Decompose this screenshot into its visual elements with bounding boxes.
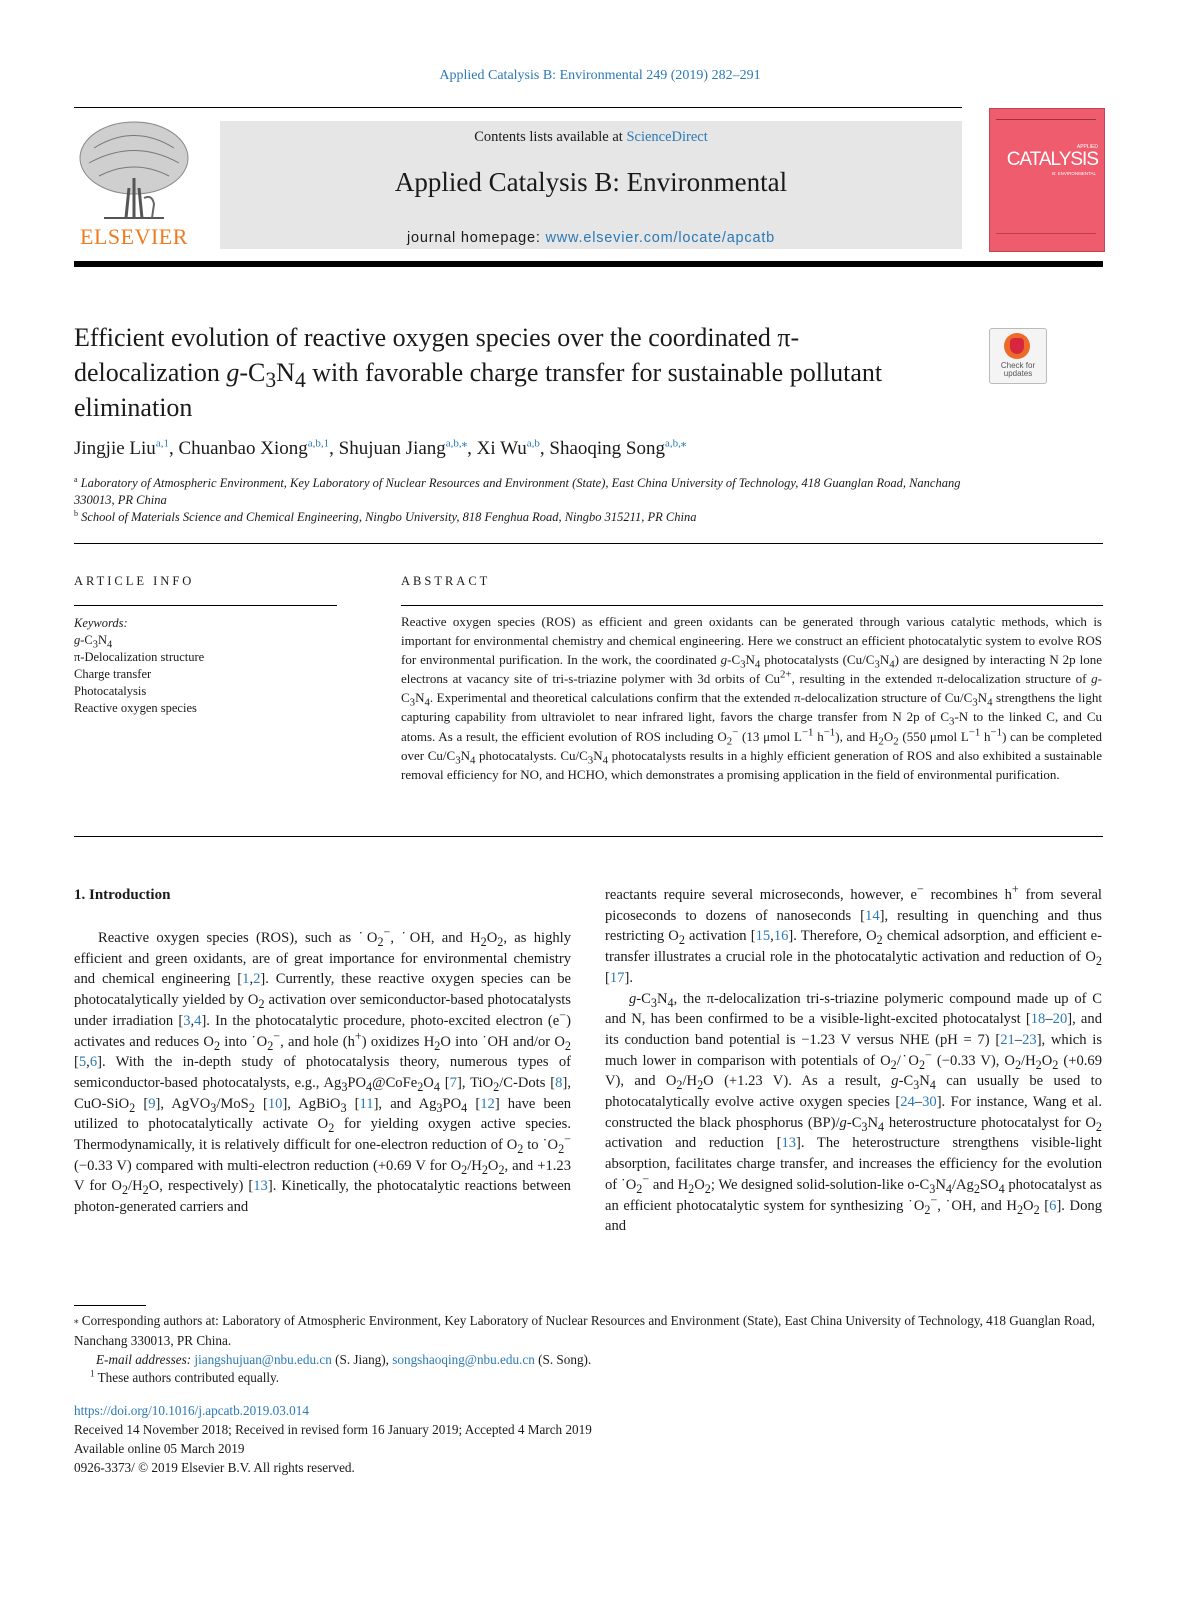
affiliation-b <box>74 509 974 526</box>
copyright-line: 0926-3373/ © 2019 Elsevier B.V. All rights reserved. <box>74 1460 355 1475</box>
journal-masthead <box>220 121 962 249</box>
affiliation-mark: a <box>74 474 78 484</box>
keyword-item: Reactive oxygen species <box>74 701 197 715</box>
equal-contribution-text: These authors contributed equally. <box>97 1370 280 1385</box>
keywords-label: Keywords: <box>74 616 128 630</box>
affiliation-mark: b <box>74 508 78 518</box>
check-for-updates-button[interactable] <box>989 328 1047 384</box>
header-rule <box>74 107 962 108</box>
cover-subtitle-text: B: ENVIRONMENTAL <box>1052 171 1096 176</box>
intro-paragraph-1-cont: reactants require several microseconds, however, e− recombines h+ from several picoseconds to dozens of nanoseconds [14], resulting in quenching and thus restricting $O_2$ activation [15,16]. Therefore, $O_2$ chemical adsorption, and efficient e- transfer illustrates a crucial role in the photocatalytic activation and reduction of $O_2$ [17]. <box>605 882 1103 986</box>
footnote-emails <box>96 1350 1096 1370</box>
homepage-prefix: journal homepage: <box>406 230 541 246</box>
footnote-corresponding <box>74 1311 1103 1350</box>
author-name[interactable]: Shujuan Jiang$^{a,b,⁎}$ <box>338 437 468 459</box>
bookmark-icon <box>1010 338 1024 354</box>
keyword-item: π-Delocalization structure <box>74 650 205 664</box>
journal-reference[interactable]: Applied Catalysis B: Environmental 249 (2019) 282–291 <box>439 68 761 83</box>
footnote-mark-1: 1 <box>90 1368 95 1379</box>
received-dates: Received 14 November 2018; Received in revised form 16 January 2019; Accepted 4 March 2019 <box>74 1422 592 1437</box>
front-matter-rule <box>74 543 1103 544</box>
email-link-song[interactable]: songshaoqing@nbu.edu.cn <box>392 1352 535 1367</box>
article-title: Efficient evolution of reactive oxygen species over the coordinated π-delocalization $g-C_3N_4$ with favorable charge transfer for sustainable pollutant elimination <box>74 323 883 422</box>
intro-right-column <box>605 882 1103 1237</box>
homepage-link[interactable]: www.elsevier.com/locate/apcatb <box>545 230 776 246</box>
abstract-rule <box>401 605 1103 606</box>
affiliation-text: School of Materials Science and Chemical Engineering, Ningbo University, 818 Fenghua Road, Ningbo 315211, PR China <box>81 510 697 524</box>
section-heading-introduction: 1. Introduction <box>74 887 171 903</box>
affiliation-text: Laboratory of Atmospheric Environment, Key Laboratory of Nuclear Resources and Environment (State), East China University of Technology, 418 Guanglan Road, Nanchang 330013, PR China <box>74 476 961 507</box>
intro-paragraph-2: $g-C_3N_4$, the π-delocalization tri-s-triazine polymeric compound made up of C and N, has been confirmed to be a visible-light-excited photocatalyst [18–20], and its conduction band potential is −1.23 V versus NHE (pH = 7) [21–23], which is much lower in comparison with potentials of $O_2/˙O_2^-$ (−0.33 V), $O_2/H_2O_2$ (+0.69 V), and $O_2/H_2O$ (+1.23 V). As a result, $g-C_3N_4$ can usually be used to photocatalytically evolve active oxygen species [24–30]. For instance, Wang et al. constructed the black phosphorus $(BP)/g-C_3N_4$ heterostructure photocatalyst for $O_2$ activation and reduction [13]. The heterostructure strengthens visible-light absorption, facilitates charge transfer, and increases the efficiency for the evolution of $˙O_2^-$ and $H_2O_2$; We designed solid-solution-like $o-C_3N_4/Ag_2SO_4$ photocatalyst as an efficient photocatalytic system for synthesizing $˙O_2^-$, ˙OH, and $H_2O_2$ [6]. Dong and <box>605 990 1102 1235</box>
article-info-heading: ARTICLE INFO <box>74 574 195 588</box>
corresponding-text: Corresponding authors at: Laboratory of Atmospheric Environment, Key Laboratory of Nuclear Resources and Environment (State), East China University of Technology, 418 Guanglan Road, Nanchang 330013, PR China. <box>74 1313 1095 1348</box>
journal-cover-thumbnail[interactable] <box>989 108 1105 252</box>
doi-link[interactable]: https://doi.org/10.1016/j.apcatb.2019.03.014 <box>74 1403 309 1418</box>
author-name[interactable]: Jingjie Liu$^{a,1}$ <box>74 437 169 459</box>
keyword-item: Photocatalysis <box>74 684 147 698</box>
author-name[interactable]: Xi Wu$^{a,b}$ <box>476 437 540 459</box>
homepage-line <box>220 230 962 246</box>
keyword-item: Charge transfer <box>74 667 152 681</box>
intro-paragraph-1: Reactive oxygen species (ROS), such as $˙O_2^-$, ˙OH, and $H_2O_2$, as highly efficient and green oxidants, are of great importance for environmental chemistry and chemical engineering [1,2]. Currently, these reactive oxygen species can be photocatalytically yielded by $O_2$ activation over semiconductor-based photocatalysts under irradiation [3,4]. In the photocatalytic procedure, photo-excited electron (e−) activates and reduces $O_2$ into $˙O_2^-$, and hole (h+) oxidizes $H_2O$ into ˙OH and/or $O_2$ [5,6]. With the in-depth study of photocatalysis theory, numerous types of semiconductor-based photocatalysts, e.g., $Ag_3PO_4@CoFe_2O_4$ [7], TiO$_2$/C-Dots [8], CuO-SiO$_2$ [9], AgVO$_3$/MoS$_2$ [10], AgBiO$_3$ [11], and $Ag_3PO_4$ [12] have been utilized to photocatalytically activate $O_2$ for yielding oxygen active species. Thermodynamically, it is relatively difficult for one-electron reduction of $O_2$ to $˙O_2^-$ (−0.33 V) compared with multi-electron reduction (+0.69 V for $O_2/H_2O_2$, and +1.23 V for $O_2/H_2O$, respectively) [13]. Kinetically, the photocatalytic reactions between photon-generated carriers and <box>74 925 572 1216</box>
abstract-text: Reactive oxygen species (ROS) as efficient and green oxidants can be generated through various catalytic methods, which is important for environmental chemistry and chemical engineering. Here we construct an efficient photocatalytic system to evolve ROS for environmental purification. In the work, the coordinated $g-C_3N_4$ photocatalysts $(Cu/C_3N_4)$ are designed by interacting N 2p lone electrons at vacancy site of tri-s-triazine polymer with 3d orbits of $Cu^{2+}$, resulting in the extended π-delocalization structure of $g-C_3N_4$. Experimental and theoretical calculations confirm that the extended π-delocalization structure of $Cu/C_3N_4$ strengthens the light capturing capability from ultraviolet to near infrared light, favors the charge transfer from N 2p of $C_3-N$ to the linked C, and Cu atoms. As a result, the efficient evolution of ROS including $O_2^-$ (13 μmol $L^{-1}$ $h^{-1}$), and $H_2O_2$ (550 μmol $L^{-1}$ $h^{-1}$) can be completed over $Cu/C_3N_4$ photocatalysts. $Cu/C_3N_4$ photocatalysts results in a highly efficient generation of ROS and also exhibited a sustainable removal efficiency for NO, and HCHO, which demonstrates a promising application in the field of environmental purification. <box>401 614 1103 782</box>
corresponding-mark: ⁎ <box>74 1315 79 1325</box>
contents-prefix: Contents lists available at <box>474 129 623 145</box>
author-list: Jingjie Liu$^{a,1}$, Chuanbao Xiong$^{a,b,1}$, Shujuan Jiang$^{a,b,⁎}$, Xi Wu$^{a,b}$, Shaoqing Song$^{a,b,⁎}$ <box>74 437 687 459</box>
elsevier-wordmark: ELSEVIER <box>80 224 188 249</box>
cover-bottom-bar <box>996 233 1096 234</box>
cover-top-strip <box>996 113 1096 120</box>
keywords-block <box>74 615 334 717</box>
abstract-bottom-rule <box>74 836 1103 837</box>
email-owner-jiang: (S. Jiang), <box>335 1352 389 1367</box>
article-info-rule <box>74 605 337 606</box>
intro-left-column <box>74 925 572 1218</box>
author-name[interactable]: Shaoqing Song$^{a,b,⁎}$ <box>549 437 687 459</box>
email-owner-song: (S. Song). <box>538 1352 592 1367</box>
abstract-heading: ABSTRACT <box>401 574 491 588</box>
footnote-equal-contribution <box>90 1368 1090 1388</box>
available-online: Available online 05 March 2019 <box>74 1441 245 1456</box>
cover-catalysis-text: CATALYSIS <box>1006 149 1098 170</box>
email-label: E-mail addresses: <box>96 1352 192 1367</box>
check-updates-icon <box>1004 333 1030 359</box>
masthead-thick-rule <box>74 261 1103 267</box>
cover-applied-text: APPLIED <box>1076 144 1098 150</box>
sciencedirect-link[interactable]: ScienceDirect <box>626 129 708 145</box>
journal-title: Applied Catalysis B: Environmental <box>394 167 788 197</box>
email-link-jiang[interactable]: jiangshujuan@nbu.edu.cn <box>194 1352 332 1367</box>
check-updates-label: Check for updates <box>1000 361 1036 378</box>
author-name[interactable]: Chuanbao Xiong$^{a,b,1}$ <box>178 437 330 459</box>
footnote-rule <box>74 1305 146 1306</box>
affiliation-a <box>74 475 974 509</box>
contents-line <box>220 129 962 146</box>
keyword-item: $g-C_3N_4$ <box>74 633 113 651</box>
